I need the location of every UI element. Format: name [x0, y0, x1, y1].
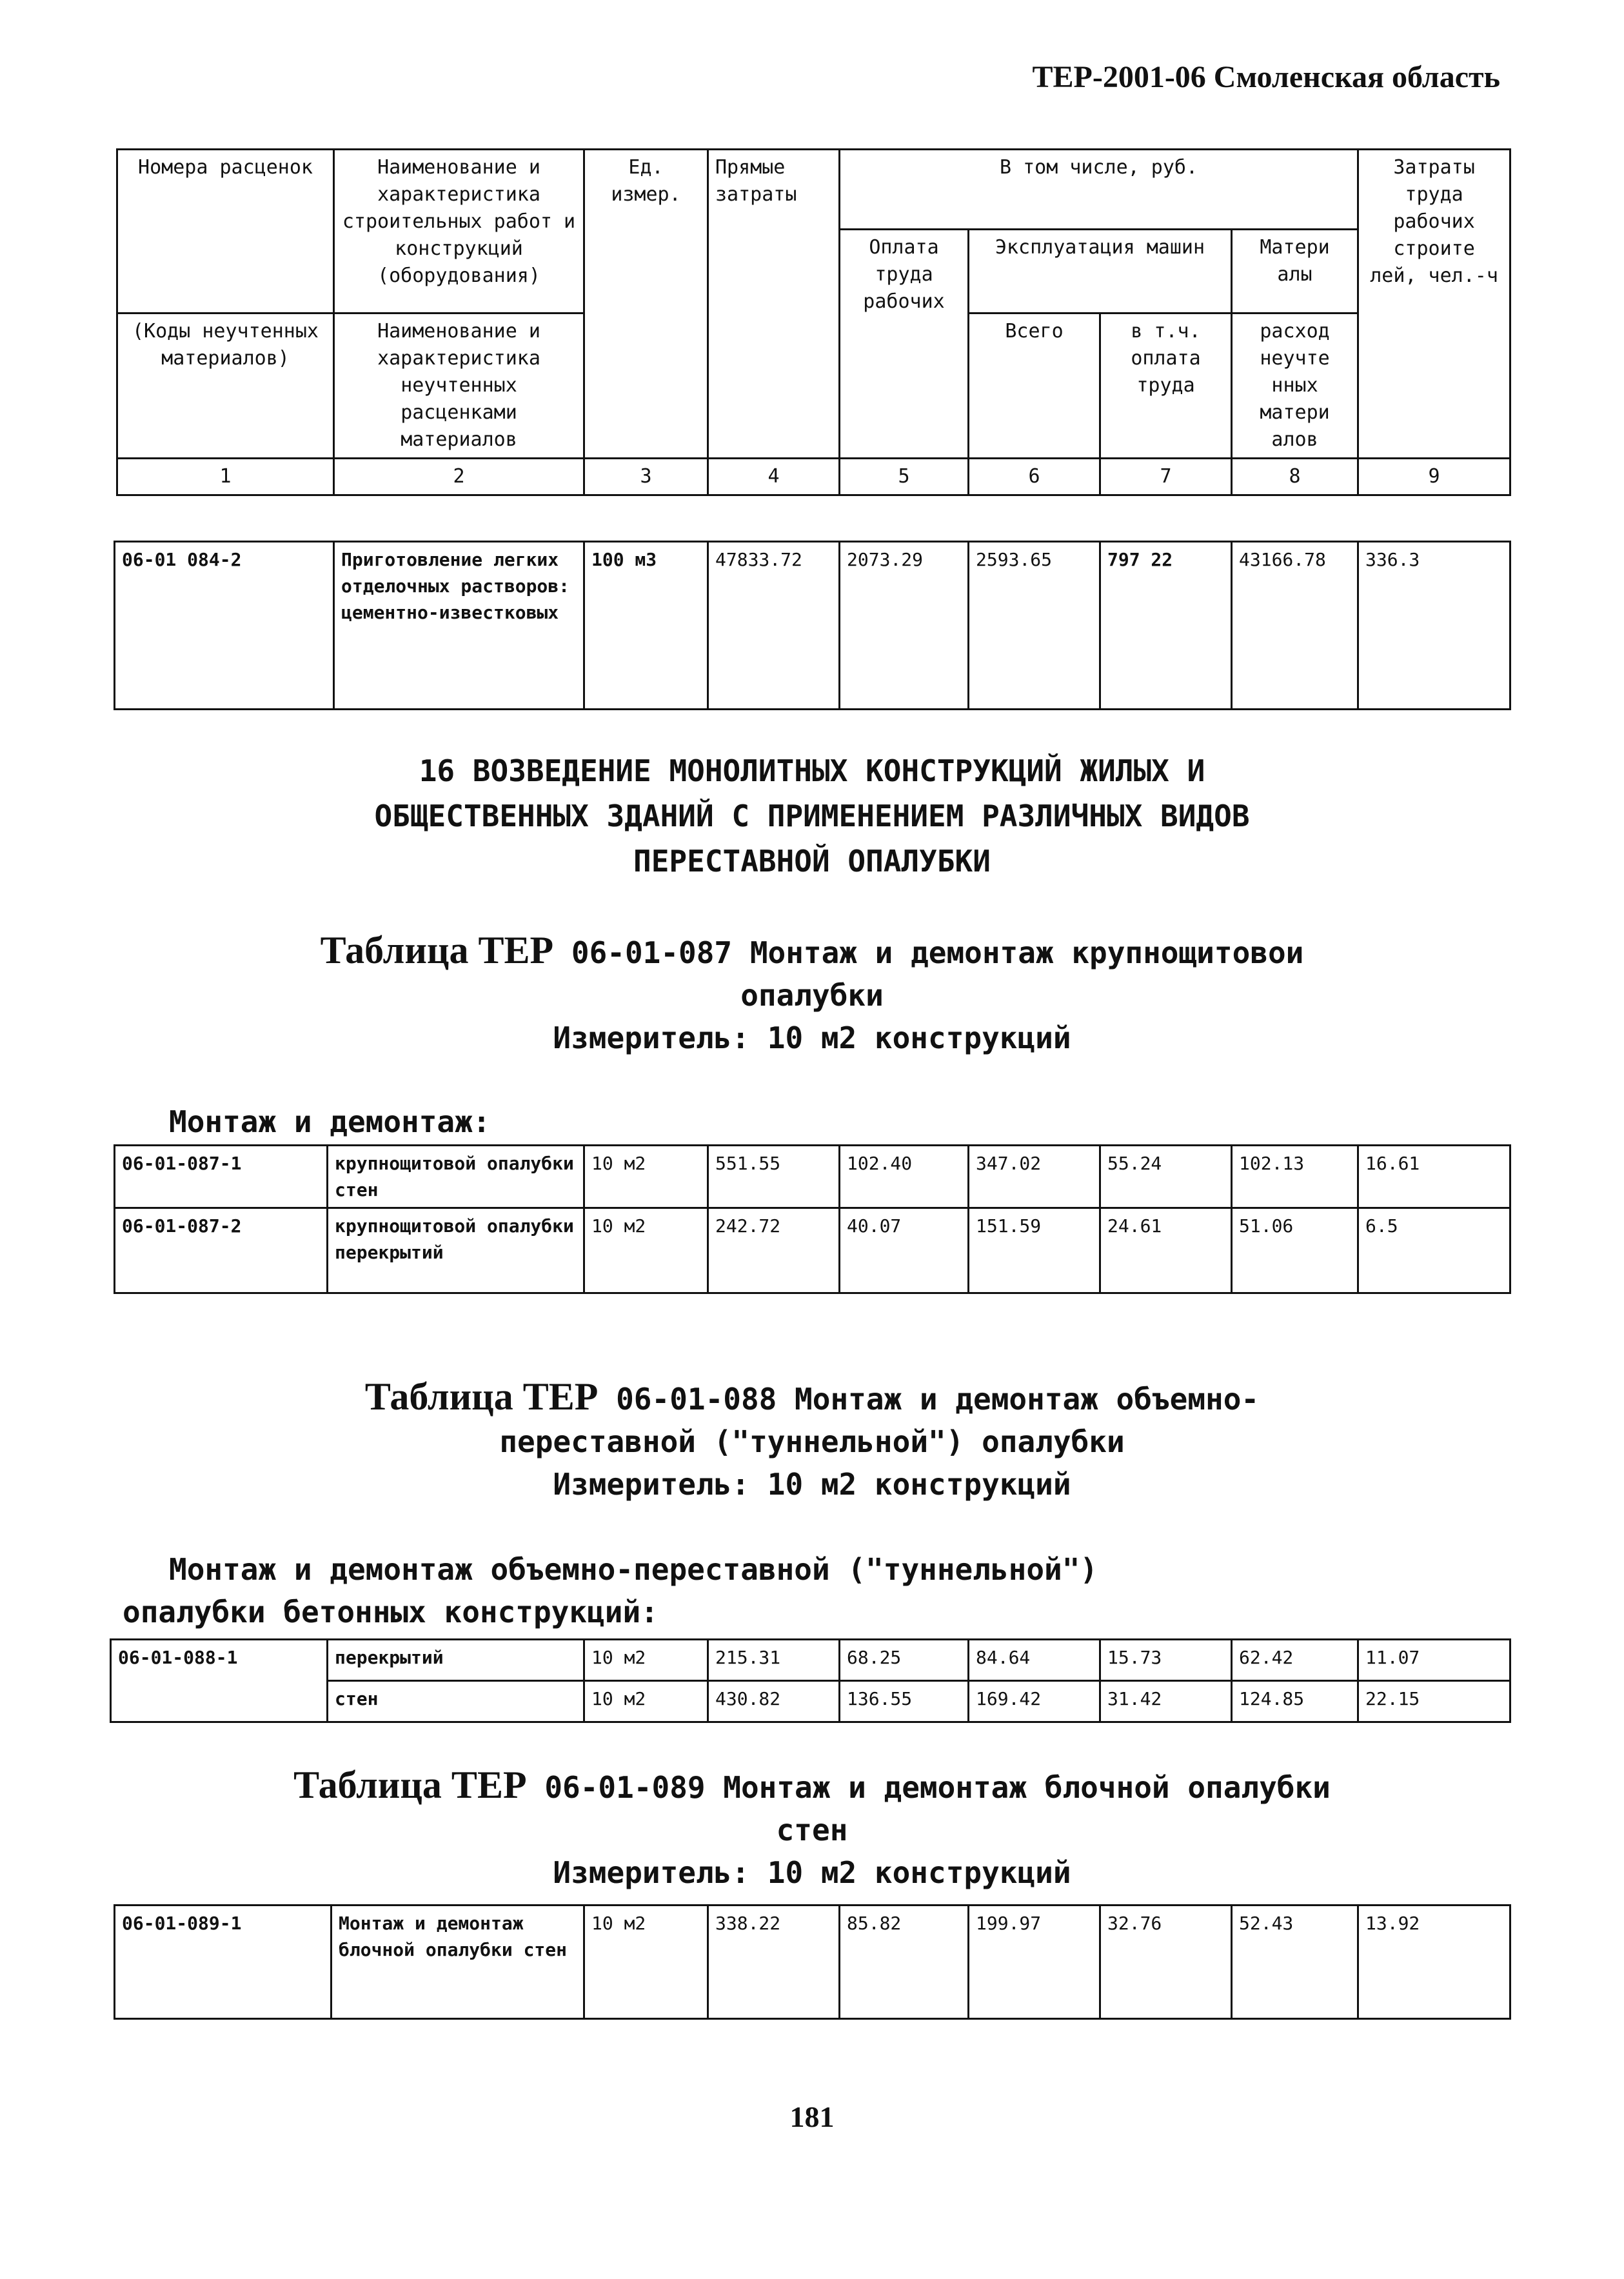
col-direct: Прямые затраты — [708, 150, 840, 459]
table-087-title-word: Таблица ТЕР — [320, 929, 554, 971]
rate-labor: 22.15 — [1358, 1681, 1510, 1722]
rate-machines: 151.59 — [969, 1208, 1100, 1293]
rate-name: перекрытий — [328, 1640, 584, 1681]
page-number: 181 — [789, 2100, 835, 2133]
col-labor: Затраты труда рабочих строите лей, чел.-ч — [1358, 150, 1510, 459]
col-machines: Эксплуатация машин — [969, 230, 1232, 313]
rate-labor: 16.61 — [1358, 1146, 1510, 1208]
table-087-title-rest-2: опалубки — [740, 978, 884, 1013]
header-table — [116, 148, 1511, 496]
rate-machines: 84.64 — [969, 1640, 1100, 1681]
rate-machines-pay: 797 22 — [1100, 542, 1232, 710]
table-088-title-word: Таблица ТЕР — [364, 1375, 599, 1418]
rate-materials: 62.42 — [1232, 1640, 1358, 1681]
rate-unit: 100 м3 — [584, 542, 708, 710]
rate-labor: 11.07 — [1358, 1640, 1510, 1681]
col-number-bottom: (Коды неучтенных материалов) — [117, 313, 334, 459]
col-materials-bottom: расход неучте нных матери алов — [1232, 313, 1358, 459]
table-087-subheading: Монтаж и демонтаж: — [169, 1104, 491, 1139]
rate-unit: 10 м2 — [584, 1681, 708, 1722]
section-title — [0, 748, 1624, 884]
rate-materials: 51.06 — [1232, 1208, 1358, 1293]
rate-unit: 10 м2 — [584, 1208, 708, 1293]
rate-direct: 430.82 — [708, 1681, 840, 1722]
rate-pay: 2073.29 — [840, 542, 969, 710]
section-title-line-3: ПЕРЕСТАВНОЙ ОПАЛУБКИ — [633, 844, 991, 879]
col-all: Всего — [969, 313, 1100, 459]
table-088-title-rest-2: переставной ("туннельной") опалубки — [499, 1424, 1125, 1459]
table-087-title — [0, 929, 1624, 1059]
rate-direct: 242.72 — [708, 1208, 840, 1293]
rate-machines-pay: 15.73 — [1100, 1640, 1232, 1681]
section-title-line-2: ОБЩЕСТВЕННЫХ ЗДАНИЙ С ПРИМЕНЕНИЕМ РАЗЛИЧНЫХ ВИДОВ — [374, 799, 1250, 833]
col-number-top: Номера расценок — [117, 150, 334, 313]
section-title-line-1: 16 ВОЗВЕДЕНИЕ МОНОЛИТНЫХ КОНСТРУКЦИЙ ЖИЛЫХ И — [419, 753, 1205, 788]
table-089-title — [0, 1764, 1624, 1894]
rate-labor: 336.3 — [1358, 542, 1510, 710]
rate-machines-pay: 24.61 — [1100, 1208, 1232, 1293]
rate-pay: 102.40 — [840, 1146, 969, 1208]
rate-name: Монтаж и демонтаж блочной опалубки стен — [332, 1906, 584, 2019]
col-num-7: 7 — [1100, 459, 1232, 495]
rate-direct: 338.22 — [708, 1906, 840, 2019]
rate-machines: 169.42 — [969, 1681, 1100, 1722]
table-089-title-rest-2: стен — [776, 1813, 848, 1847]
col-num-2: 2 — [334, 459, 584, 495]
rate-name: крупнощитовой опалубки перекрытий — [328, 1208, 584, 1293]
rate-machines: 2593.65 — [969, 542, 1100, 710]
col-num-3: 3 — [584, 459, 708, 495]
rate-pay: 40.07 — [840, 1208, 969, 1293]
rate-direct: 215.31 — [708, 1640, 840, 1681]
rate-machines-pay: 55.24 — [1100, 1146, 1232, 1208]
rate-unit: 10 м2 — [584, 1640, 708, 1681]
rate-unit: 10 м2 — [584, 1906, 708, 2019]
col-pay: Оплата труда рабочих — [840, 230, 969, 459]
rate-code: 06-01-087-1 — [115, 1146, 328, 1208]
col-unit: Ед. измер. — [584, 150, 708, 459]
table-087-meter: Измеритель: 10 м2 конструкций — [553, 1020, 1071, 1055]
rate-materials: 102.13 — [1232, 1146, 1358, 1208]
table-088-title-rest-1: 06-01-088 Монтаж и демонтаж объемно- — [616, 1382, 1260, 1417]
running-header: ТЕР-2001-06 Смоленская область — [1032, 60, 1500, 94]
col-num-9: 9 — [1358, 459, 1510, 495]
rate-name: крупнощитовой опалубки стен — [328, 1146, 584, 1208]
rate-table-089 — [114, 1904, 1511, 2020]
rate-materials: 52.43 — [1232, 1906, 1358, 2019]
rate-table-084 — [114, 541, 1511, 710]
rate-name: стен — [328, 1681, 584, 1722]
col-name-bottom: Наименование и характеристика неучтенных расценками материалов — [334, 313, 584, 459]
rate-table-087 — [114, 1144, 1511, 1294]
rate-labor: 6.5 — [1358, 1208, 1510, 1293]
table-088-meter: Измеритель: 10 м2 конструкций — [553, 1467, 1071, 1502]
col-num-5: 5 — [840, 459, 969, 495]
table-088-subheading-2: опалубки бетонных конструкций: — [123, 1595, 659, 1629]
table-088-subheading-1: Монтаж и демонтаж объемно-переставной ("туннельной") — [169, 1552, 1098, 1587]
rate-code: 06-01-088-1 — [111, 1640, 328, 1722]
rate-table-088 — [110, 1638, 1511, 1723]
rate-machines-pay: 31.42 — [1100, 1681, 1232, 1722]
rate-materials: 43166.78 — [1232, 542, 1358, 710]
rate-machines-pay: 32.76 — [1100, 1906, 1232, 2019]
rate-name: Приготовление легких отделочных растворов: цементно-известковых — [334, 542, 584, 710]
rate-code: 06-01-087-2 — [115, 1208, 328, 1293]
col-materials-top: Матери алы — [1232, 230, 1358, 313]
rate-code: 06-01 084-2 — [115, 542, 334, 710]
col-num-4: 4 — [708, 459, 840, 495]
rate-labor: 13.92 — [1358, 1906, 1510, 2019]
table-087-title-rest-1: 06-01-087 Монтаж и демонтаж крупнощитовои — [571, 935, 1304, 970]
rate-pay: 136.55 — [840, 1681, 969, 1722]
rate-direct: 551.55 — [708, 1146, 840, 1208]
rate-pay: 68.25 — [840, 1640, 969, 1681]
rate-direct: 47833.72 — [708, 542, 840, 710]
rate-pay: 85.82 — [840, 1906, 969, 2019]
col-num-6: 6 — [969, 459, 1100, 495]
col-num-1: 1 — [117, 459, 334, 495]
col-num-8: 8 — [1232, 459, 1358, 495]
rate-machines: 347.02 — [969, 1146, 1100, 1208]
table-089-title-rest-1: 06-01-089 Монтаж и демонтаж блочной опалубки — [544, 1770, 1331, 1805]
rate-materials: 124.85 — [1232, 1681, 1358, 1722]
rate-code: 06-01-089-1 — [115, 1906, 332, 2019]
col-incl-pay: в т.ч. оплата труда — [1100, 313, 1232, 459]
table-089-title-word: Таблица ТЕР — [293, 1764, 527, 1806]
rate-machines: 199.97 — [969, 1906, 1100, 2019]
table-089-meter: Измеритель: 10 м2 конструкций — [553, 1855, 1071, 1890]
col-incl: В том числе, руб. — [840, 150, 1358, 230]
table-088-title — [0, 1375, 1624, 1506]
rate-unit: 10 м2 — [584, 1146, 708, 1208]
col-name-top: Наименование и характеристика строительных работ и конструкций (оборудования) — [334, 150, 584, 313]
